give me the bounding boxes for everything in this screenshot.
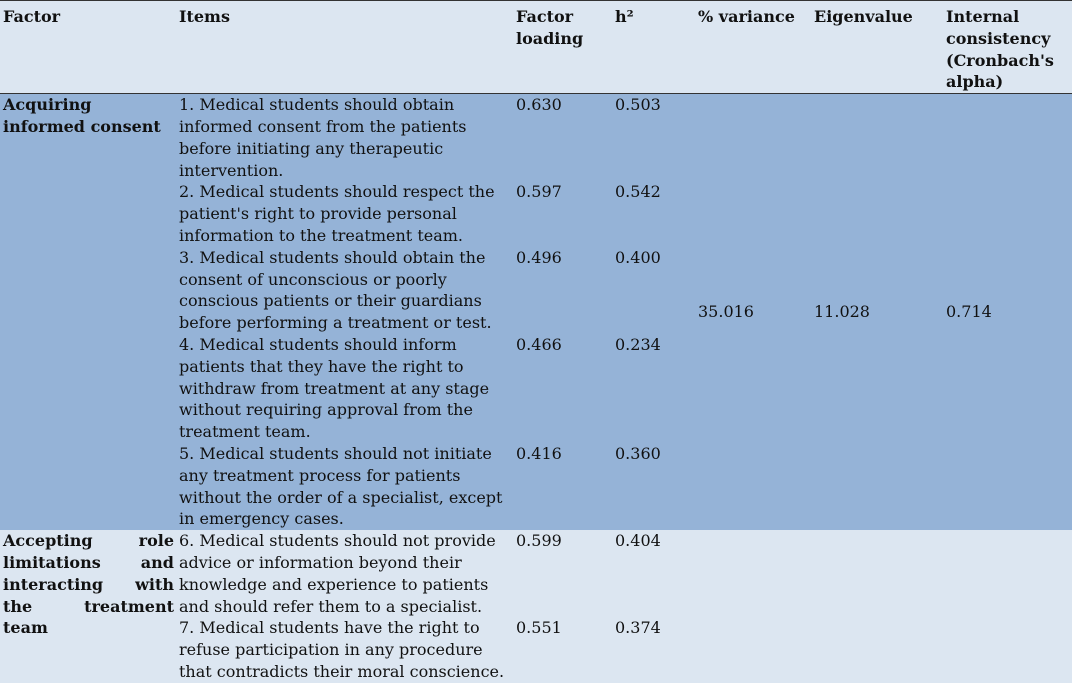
- factor-loading-value: 0.416: [516, 443, 562, 463]
- h2-value: 0.503: [615, 95, 661, 115]
- h2-value: 0.234: [615, 334, 661, 354]
- factor-loading-value: 0.466: [516, 334, 562, 354]
- factor-loading-value: 0.597: [516, 182, 562, 202]
- factor-name: Acquiring informed consent: [3, 95, 161, 136]
- variance-value: 35.016: [698, 302, 754, 322]
- item-text: 4. Medical students should inform patients that they have the right to withdraw from treatment at any stage without requiring approval from the treatment team.: [179, 334, 490, 442]
- h2-value: 0.400: [615, 247, 661, 267]
- header-variance: % variance: [695, 1, 811, 94]
- header-factor-loading: Factor loading: [513, 1, 612, 94]
- factor-loading-value: 0.630: [516, 95, 562, 115]
- cronbach-alpha-value: 0.714: [946, 302, 992, 322]
- header-items: Items: [176, 1, 513, 94]
- header-eigenvalue: Eigenvalue: [811, 1, 943, 94]
- table-row: [0, 94, 1072, 182]
- factor-name: Accepting role limitations and interacting with the treatment team: [3, 531, 174, 638]
- header-h2: h²: [612, 1, 695, 94]
- factor-loading-value: 0.551: [516, 618, 562, 638]
- item-text: 3. Medical students should obtain the consent of unconscious or poorly conscious patients or their guardians before performing a treatment or test.: [179, 247, 492, 333]
- header-row: [0, 1, 1072, 94]
- item-text: 7. Medical students have the right to refuse participation in any procedure that contradicts their moral conscience.: [179, 618, 505, 681]
- h2-value: 0.404: [615, 531, 661, 551]
- factor-loading-value: 0.496: [516, 247, 562, 267]
- table-row: [0, 530, 1072, 617]
- header-internal-consistency: Internal consistency (Cronbach's alpha): [943, 1, 1072, 94]
- header-factor: Factor: [0, 1, 176, 94]
- eigenvalue-value: 11.028: [814, 302, 870, 322]
- h2-value: 0.542: [615, 182, 661, 202]
- item-text: 6. Medical students should not provide advice or information beyond their knowledge and experience to patients and should refer them to a specialist.: [179, 531, 496, 616]
- eigenvalue-value: [811, 530, 943, 683]
- h2-value: 0.374: [615, 618, 661, 638]
- cronbach-alpha-value: [943, 530, 1072, 683]
- item-text: 5. Medical students should not initiate any treatment process for patients without the order of a specialist, except in emergency cases.: [179, 443, 503, 529]
- item-text: 2. Medical students should respect the patient's right to provide personal information to the treatment team.: [179, 182, 495, 245]
- factor-loading-value: 0.599: [516, 531, 562, 551]
- item-text: 1. Medical students should obtain informed consent from the patients before initiating any therapeutic intervention.: [179, 95, 467, 180]
- variance-value: [695, 530, 811, 683]
- h2-value: 0.360: [615, 443, 661, 463]
